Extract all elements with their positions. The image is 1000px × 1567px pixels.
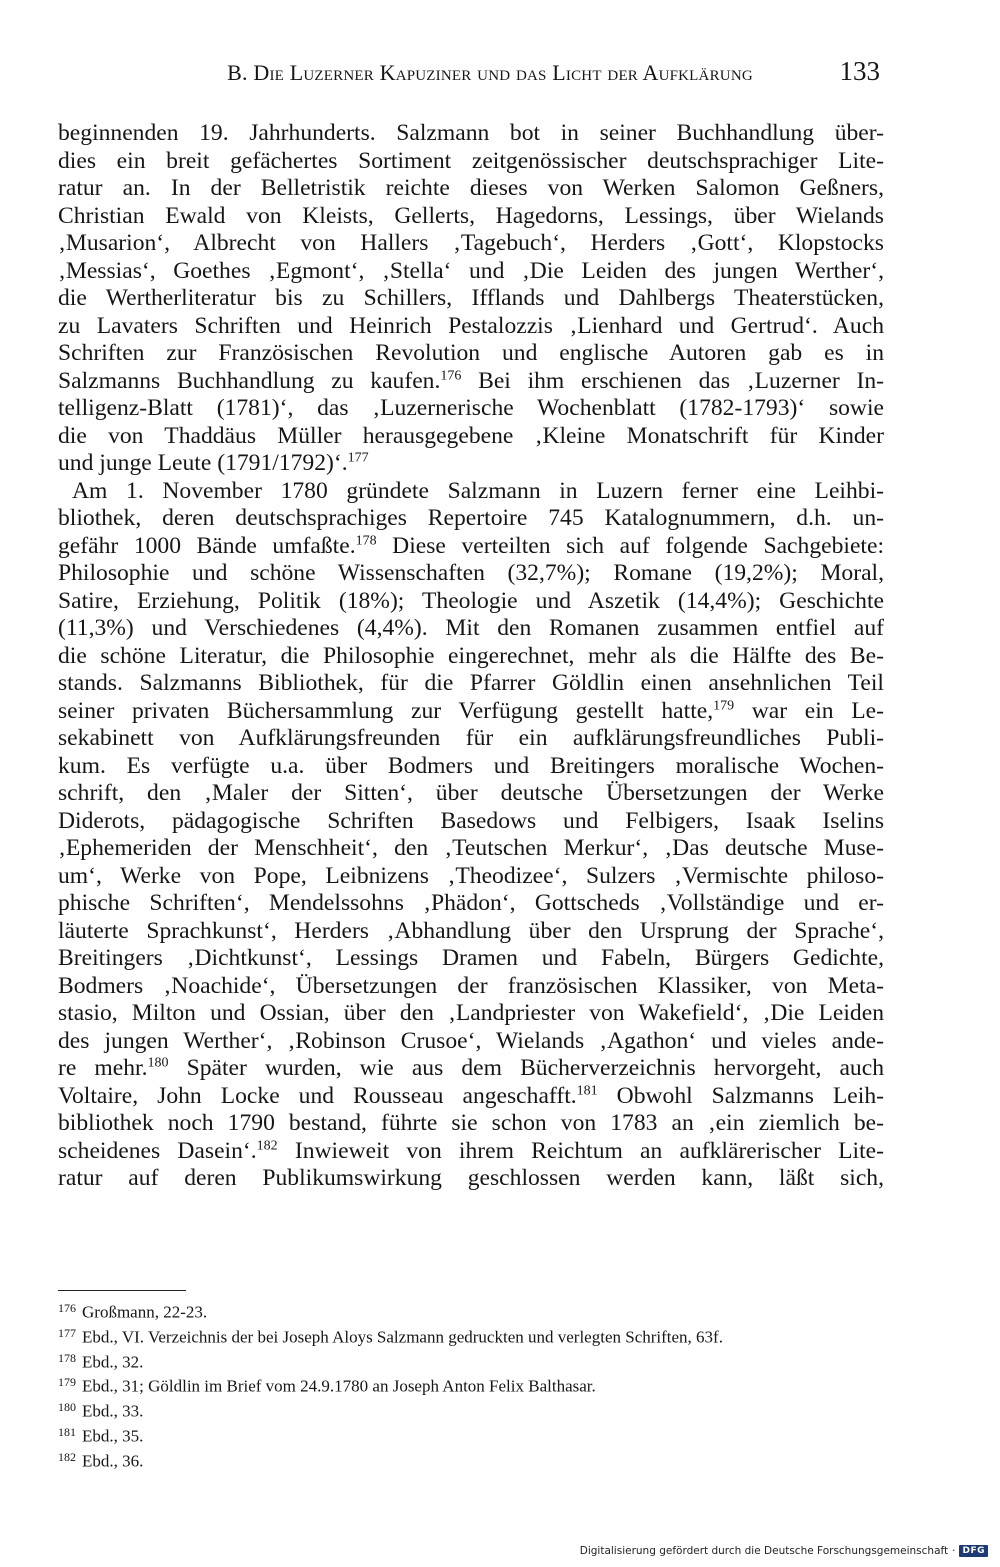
text-run: bibliothek noch 1790 bestand, führte sie schon von 1783 an ‚ein ziemlich be- — [58, 1110, 884, 1136]
footnote — [58, 1422, 918, 1447]
footnote-reference[interactable]: 179 — [713, 698, 735, 714]
text-line — [58, 1165, 884, 1193]
text-run: Inwieweit von ihrem Reichtum an aufklärerischer Lite- — [277, 1137, 884, 1164]
text-line — [58, 230, 884, 258]
text-line — [58, 1000, 884, 1028]
footnote-text: Ebd., 33. — [82, 1401, 144, 1421]
footnote-text: Großmann, 22-23. — [82, 1302, 208, 1322]
text-run: ratur auf deren Publikumswirkung geschlossen werden kann, läßt sich, — [58, 1165, 884, 1191]
text-run: Christian Ewald von Kleists, Gellerts, Hagedorns, Lessings, über Wielands — [58, 202, 884, 229]
text-run: Satire, Erziehung, Politik (18%); Theologie und Aszetik (14,4%); Geschichte — [58, 587, 884, 614]
text-line — [58, 313, 884, 341]
footnote — [58, 1447, 918, 1472]
footnote-separator — [58, 1290, 186, 1291]
footnote-text: Ebd., 31; Göldlin im Brief vom 24.9.1780 an Joseph Anton Felix Balthasar. — [82, 1376, 596, 1396]
text-run: phische Schriften‘, Mendelssohns ‚Phädon‘, Gottscheds ‚Vollständige und er- — [58, 890, 884, 916]
text-run: Obwohl Salzmanns Leih- — [597, 1082, 884, 1109]
footnote-reference[interactable]: 182 — [256, 1138, 278, 1154]
text-run: scheidenes Dasein‘. — [58, 1137, 257, 1164]
dfg-logo: DFG — [959, 1545, 988, 1557]
text-line — [58, 808, 884, 836]
text-line — [58, 670, 884, 698]
text-line — [58, 1028, 884, 1056]
text-line — [58, 203, 884, 231]
text-run: telligenz-Blatt (1781)‘, das ‚Luzernerische Wochenblatt (1782-1793)‘ sowie — [58, 395, 884, 421]
footnote-number: 179 — [58, 1375, 76, 1390]
text-line — [58, 478, 884, 506]
text-line — [58, 395, 884, 423]
footnote-reference[interactable]: 180 — [147, 1055, 169, 1071]
digitization-credit — [580, 1545, 988, 1557]
footnote — [58, 1348, 918, 1373]
text-run: gefähr 1000 Bände umfaßte. — [58, 532, 356, 559]
credit-text: Digitalisierung gefördert durch die Deutsche Forschungsgemeinschaft — [579, 1545, 949, 1557]
text-line — [58, 835, 884, 863]
text-run: dies ein breit gefächertes Sortiment zeitgenössischer deutschsprachiger Lite- — [58, 147, 884, 174]
text-run: war ein Le- — [734, 697, 884, 724]
text-run: Philosophie und schöne Wissenschaften (32,7%); Romane (19,2%); Moral, — [58, 560, 884, 586]
text-line — [58, 863, 884, 891]
text-line — [58, 1083, 884, 1111]
text-line — [58, 890, 884, 918]
text-run: zu Lavaters Schriften und Heinrich Pestalozzis ‚Lienhard und Gertrud‘. Auch — [58, 312, 884, 339]
text-run: seiner privaten Büchersammlung zur Verfügung gestellt hatte, — [58, 697, 714, 724]
paragraph — [58, 478, 884, 1193]
text-line — [58, 1055, 884, 1083]
text-run: um‘, Werke von Pope, Leibnizens ‚Theodizee‘, Sulzers ‚Vermischte philoso- — [58, 862, 884, 889]
text-run: stands. Salzmanns Bibliothek, für die Pfarrer Göldlin einen ansehnlichen Teil — [58, 670, 884, 696]
text-run: läuterte Sprachkunst‘, Herders ‚Abhandlung über den Ursprung der Sprache‘, — [58, 917, 884, 944]
paragraph — [58, 120, 884, 478]
text-line — [58, 780, 884, 808]
text-line — [58, 918, 884, 946]
text-line — [58, 973, 884, 1001]
text-line — [58, 753, 884, 781]
footnote-text: Ebd., 36. — [82, 1451, 144, 1471]
text-run: stasio, Milton und Ossian, über den ‚Landpriester von Wakefield‘, ‚Die Leiden — [58, 1000, 884, 1026]
footnote-number: 182 — [58, 1449, 76, 1464]
text-run: kum. Es verfügte u.a. über Bodmers und Breitingers moralische Wochen- — [58, 752, 884, 779]
footnote-text: Ebd., 35. — [82, 1426, 144, 1446]
text-line — [58, 643, 884, 671]
text-run: die schöne Literatur, die Philosophie eingerechnet, mehr als die Hälfte des Be- — [58, 642, 884, 669]
text-run: die Wertherliteratur bis zu Schillers, Ifflands und Dahlbergs Theaterstücken, — [58, 285, 884, 311]
text-run: ‚Musarion‘, Albrecht von Hallers ‚Tagebuch‘, Herders ‚Gott‘, Klopstocks — [58, 230, 884, 256]
text-run: und junge Leute (1791/1792)‘. — [58, 450, 348, 476]
footnote — [58, 1298, 918, 1323]
text-line — [58, 505, 884, 533]
text-line — [58, 588, 884, 616]
text-run: (11,3%) und Verschiedenes (4,4%). Mit den Romanen zusammen entfiel auf — [58, 615, 884, 641]
text-line — [58, 258, 884, 286]
text-run: Breitingers ‚Dichtkunst‘, Lessings Dramen und Fabeln, Bürgers Gedichte, — [58, 945, 884, 971]
text-line — [58, 285, 884, 313]
footnote-number: 176 — [58, 1301, 76, 1315]
text-run: sekabinett von Aufklärungsfreunden für ein aufklärungsfreundliches Publi- — [58, 725, 884, 751]
footnote — [58, 1397, 918, 1422]
text-run: re mehr. — [58, 1055, 148, 1081]
text-run: ratur an. In der Belletristik reichte dieses von Werken Salomon Geßners, — [58, 175, 884, 201]
text-line — [58, 450, 884, 478]
footnote-number: 180 — [58, 1400, 76, 1415]
text-run: Diese verteilten sich auf folgende Sachgebiete: — [376, 532, 884, 559]
text-run: Später wurden, wie aus dem Bücherverzeichnis hervorgeht, auch — [168, 1055, 884, 1081]
text-run: beginnenden 19. Jahrhunderts. Salzmann bot in seiner Buchhandlung über- — [58, 120, 884, 146]
text-run: Salzmanns Buchhandlung zu kaufen. — [58, 367, 441, 394]
footnotes — [58, 1298, 918, 1472]
text-run: ‚Ephemeriden der Menschheit‘, den ‚Teutschen Merkur‘, ‚Das deutsche Muse- — [58, 835, 884, 861]
text-line — [58, 533, 884, 561]
footnote-number: 181 — [58, 1424, 76, 1439]
page-header — [60, 56, 884, 96]
text-run: schrift, den ‚Maler der Sitten‘, über deutsche Übersetzungen der Werke — [58, 780, 884, 806]
text-run: Schriften zur Französischen Revolution und englische Autoren gab es in — [58, 340, 884, 366]
text-line — [58, 945, 884, 973]
text-line — [58, 725, 884, 753]
footnote-reference[interactable]: 178 — [355, 533, 377, 549]
text-run: bliothek, deren deutschsprachiges Repertoire 745 Katalognummern, d.h. un- — [58, 505, 884, 531]
text-run: ‚Messias‘, Goethes ‚Egmont‘, ‚Stella‘ und ‚Die Leiden des jungen Werther‘, — [58, 257, 884, 284]
text-run: Diderots, pädagogische Schriften Basedows und Felbigers, Isaak Iselins — [58, 807, 884, 834]
text-run: Voltaire, John Locke und Rousseau angeschafft. — [58, 1082, 577, 1109]
text-line — [58, 1110, 884, 1138]
text-line — [58, 175, 884, 203]
footnote-number: 177 — [58, 1325, 76, 1340]
page-number: 133 — [839, 56, 880, 86]
text-run: Bei ihm erschienen das ‚Luzerner In- — [461, 367, 885, 394]
footnote-text: Ebd., 32. — [82, 1351, 144, 1371]
credit-separator: · — [952, 1545, 956, 1557]
text-line — [58, 148, 884, 176]
text-run: Bodmers ‚Noachide‘, Übersetzungen der französischen Klassiker, von Meta- — [58, 972, 884, 999]
footnote-reference[interactable]: 181 — [576, 1083, 598, 1099]
footnote-number: 178 — [58, 1350, 76, 1365]
text-run: Am 1. November 1780 gründete Salzmann in Luzern ferner eine Leihbi- — [72, 477, 884, 504]
text-line — [58, 368, 884, 396]
body-text — [58, 120, 884, 1193]
text-line — [58, 1138, 884, 1166]
text-line — [58, 615, 884, 643]
text-line — [58, 560, 884, 588]
footnote — [58, 1323, 918, 1348]
footnote-reference[interactable]: 176 — [440, 368, 462, 384]
text-line — [58, 120, 884, 148]
running-head: B. Die Luzerner Kapuziner und das Licht der Aufklärung — [227, 60, 753, 85]
text-run: des jungen Werther‘, ‚Robinson Crusoe‘, Wielands ‚Agathon‘ und vieles ande- — [58, 1027, 884, 1054]
text-line — [58, 698, 884, 726]
text-line — [58, 423, 884, 451]
footnote-text: Ebd., VI. Verzeichnis der bei Joseph Aloys Salzmann gedruckten und verlegten Schriften, 63f. — [82, 1327, 723, 1347]
footnote-reference[interactable]: 177 — [347, 450, 369, 466]
text-line — [58, 340, 884, 368]
text-run: die von Thaddäus Müller herausgegebene ‚Kleine Monatschrift für Kinder — [58, 422, 884, 449]
footnote — [58, 1372, 918, 1397]
